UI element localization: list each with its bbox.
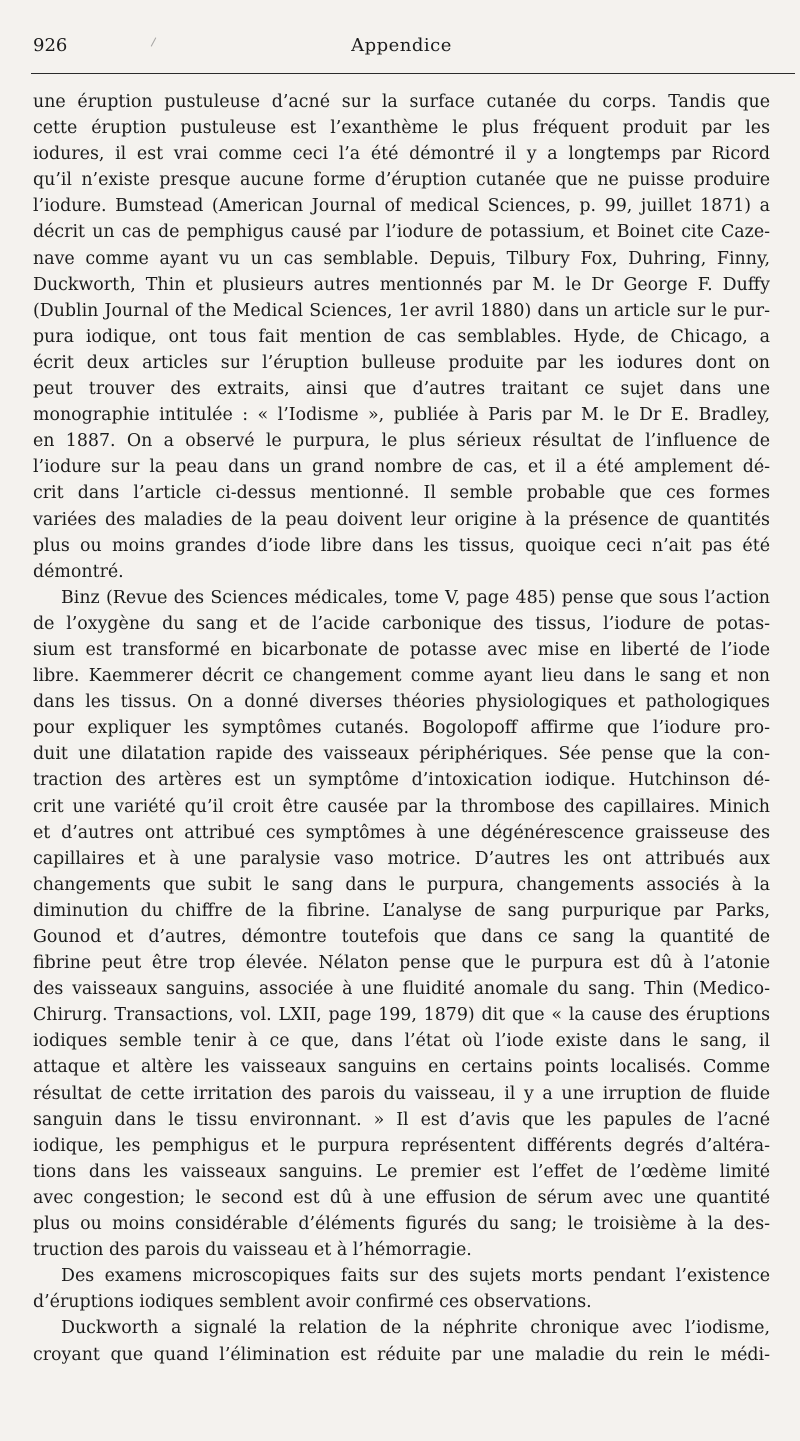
- text-line: avec congestion; le second est dû à une effusion de sérum avec une quantité: [33, 1187, 770, 1208]
- text-line: en 1887. On a observé le purpura, le plus sérieux résultat de l’influence de: [33, 431, 770, 452]
- text-line: Duckworth a signalé la relation de la néphrite chronique avec l’iodisme,: [61, 1318, 770, 1339]
- text-line: capillaires et à une paralysie vaso motrice. D’autres les ont attribués aux: [33, 848, 770, 869]
- text-line: d’éruptions iodiques semblent avoir confirmé ces observations.: [33, 1292, 592, 1313]
- text-line: Des examens microscopiques faits sur des sujets morts pendant l’existence: [61, 1266, 770, 1287]
- text-line: Binz (Revue des Sciences médicales, tome V, page 485) pense que sous l’action: [61, 587, 770, 608]
- text-line: écrit deux articles sur l’éruption bulleuse produite par les iodures dont on: [33, 352, 770, 373]
- text-line: décrit un cas de pemphigus causé par l’iodure de potassium, et Boinet cite Caze-: [33, 222, 770, 243]
- text-line: changements que subit le sang dans le purpura, changements associés à la: [33, 874, 770, 895]
- text-line: monographie intitulée : « l’Iodisme », publiée à Paris par M. le Dr E. Bradley,: [33, 405, 770, 426]
- text-line: crit dans l’article ci-dessus mentionné. Il semble probable que ces formes: [33, 483, 770, 504]
- text-line: truction des parois du vaisseau et à l’hémorragie.: [33, 1240, 472, 1261]
- page-number: 926: [33, 35, 68, 56]
- header-rule: [31, 73, 795, 74]
- text-line: plus ou moins grandes d’iode libre dans les tissus, quoique ceci n’ait pas été: [33, 535, 770, 556]
- text-line: Duckworth, Thin et plusieurs autres mentionnés par M. le Dr George F. Duffy: [33, 274, 770, 295]
- text-line: variées des maladies de la peau doivent leur origine à la présence de quantités: [33, 509, 770, 530]
- text-line: plus ou moins considérable d’éléments figurés du sang; le troisième à la des-: [33, 1214, 770, 1235]
- text-line: croyant que quand l’élimination est réduite par une maladie du rein le médi-: [33, 1344, 770, 1365]
- text-line: iodique, les pemphigus et le purpura représentent différents degrés d’altéra-: [33, 1135, 770, 1156]
- text-line: des vaisseaux sanguins, associée à une fluidité anomale du sang. Thin (Medico-: [33, 979, 770, 1000]
- text-line: libre. Kaemmerer décrit ce changement comme ayant lieu dans le sang et non: [33, 666, 770, 687]
- text-line: duit une dilatation rapide des vaisseaux périphériques. Sée pense que la con-: [33, 744, 770, 765]
- text-line: pura iodique, ont tous fait mention de cas semblables. Hyde, de Chicago, a: [33, 326, 770, 347]
- text-line: diminution du chiffre de la fibrine. L’analyse de sang purpurique par Parks,: [33, 900, 770, 921]
- text-line: iodures, il est vrai comme ceci l’a été démontré il y a longtemps par Ricord: [33, 144, 770, 165]
- text-line: tions dans les vaisseaux sanguins. Le premier est l’effet de l’œdème limité: [33, 1161, 770, 1182]
- text-line: et d’autres ont attribué ces symptômes à une dégénérescence graisseuse des: [33, 822, 770, 843]
- text-line: peut trouver des extraits, ainsi que d’autres traitant ce sujet dans une: [33, 379, 770, 400]
- text-line: crit une variété qu’il croit être causée par la thrombose des capillaires. Minich: [33, 796, 770, 817]
- text-line: dans les tissus. On a donné diverses théories physiologiques et pathologiques: [33, 692, 770, 713]
- text-line: fibrine peut être trop élevée. Nélaton pense que le purpura est dû à l’atonie: [33, 953, 770, 974]
- text-line: sium est transformé en bicarbonate de potasse avec mise en liberté de l’iode: [33, 639, 770, 660]
- text-line: l’iodure sur la peau dans un grand nombre de cas, et il a été amplement dé-: [33, 457, 770, 478]
- text-line: iodiques semble tenir à ce que, dans l’état où l’iode existe dans le sang, il: [33, 1031, 770, 1052]
- text-line: cette éruption pustuleuse est l’exanthème le plus fréquent produit par les: [33, 118, 770, 139]
- text-line: attaque et altère les vaisseaux sanguins en certains points localisés. Comme: [33, 1057, 770, 1078]
- text-line: résultat de cette irritation des parois du vaisseau, il y a une irruption de fluide: [33, 1083, 770, 1104]
- text-line: qu’il n’existe presque aucune forme d’éruption cutanée que ne puisse produire: [33, 170, 770, 191]
- text-line: (Dublin Journal of the Medical Sciences, 1er avril 1880) dans un article sur le pur-: [33, 300, 770, 321]
- running-title: Appendice: [351, 35, 452, 56]
- text-line: Gounod et d’autres, démontre toutefois que dans ce sang la quantité de: [33, 927, 770, 947]
- text-line: démontré.: [33, 561, 124, 582]
- text-line: pour expliquer les symptômes cutanés. Bogolopoff affirme que l’iodure pro-: [33, 718, 770, 739]
- text-line: Chirurg. Transactions, vol. LXII, page 199, 1879) dit que « la cause des éruptions: [33, 1005, 770, 1026]
- text-line: de l’oxygène du sang et de l’acide carbonique des tissus, l’iodure de potas-: [33, 613, 770, 634]
- text-line: une éruption pustuleuse d’acné sur la surface cutanée du corps. Tandis que: [33, 92, 770, 112]
- text-line: l’iodure. Bumstead (American Journal of medical Sciences, p. 99, juillet 1871) a: [33, 196, 770, 217]
- text-line: sanguin dans le tissu environnant. » Il est d’avis que les papules de l’acné: [33, 1109, 770, 1130]
- text-line: nave comme ayant vu un cas semblable. Depuis, Tilbury Fox, Duhring, Finny,: [33, 248, 770, 269]
- body-text: [33, 89, 770, 1368]
- running-head: [33, 34, 770, 58]
- text-line: traction des artères est un symptôme d’intoxication iodique. Hutchinson dé-: [33, 770, 770, 791]
